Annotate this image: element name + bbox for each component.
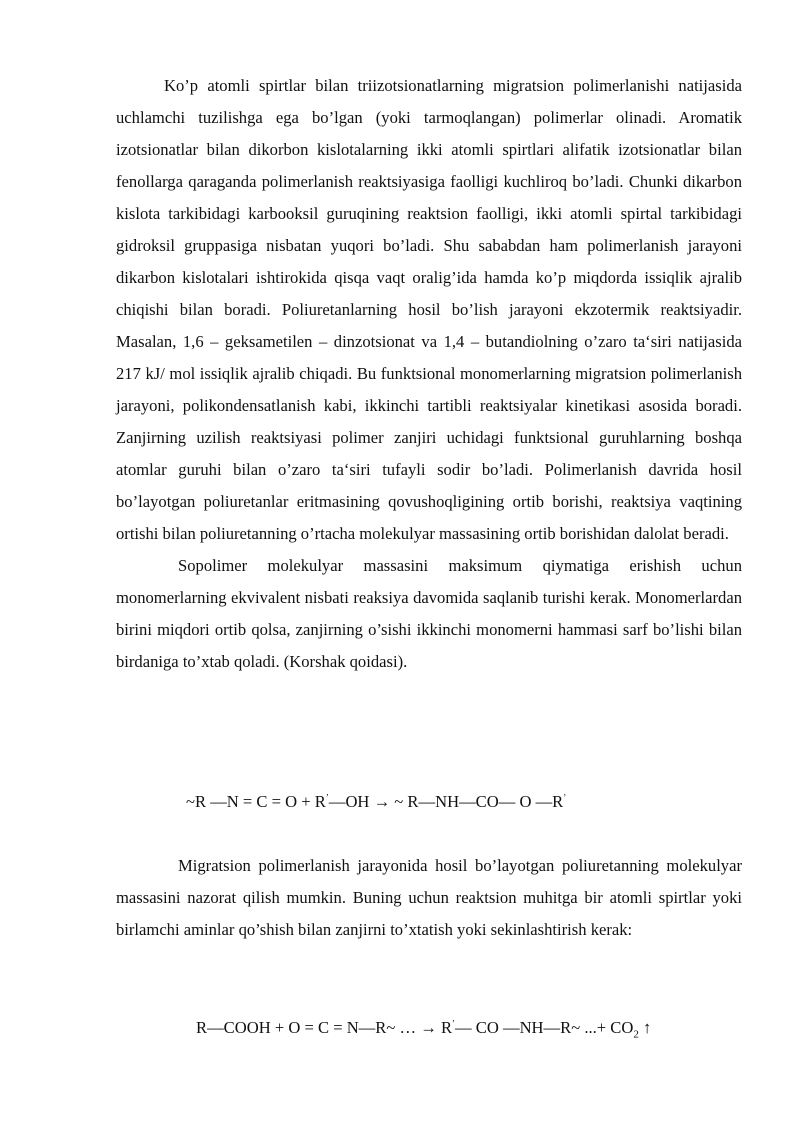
document-page [116,70,742,678]
formula-1-prime-2: ’ [563,792,567,803]
formula-1-prime-1: ’ [325,792,329,803]
formula-2-part-3: ↑ [638,1018,652,1037]
paragraph-1: Ko’p atomli spirtlar bilan triizotsionatlarning migratsion polimerlanishi natijasida uchlamchi tuzilishga ega bo’lgan (yoki tarmoqlangan) polimerlar olinadi. Aromatik izotsionatlar bilan dikorbon kislotalarning ikki atomli spirtlari alifatik izotsionatlar bilan fenollarga qaraganda polimerlanish reaktsiyasiga faolligi kuchliroq bo’ladi. Chunki dikarbon kislota tarkibidagi karbooksil guruqining reaktsion faolligi, ikki atomli spirtal tarkibidagi gidroksil gruppasiga nisbatan yuqori bo’ladi. Shu sababdan ham polimerlanish jarayoni dikarbon kislotalari ishtirokida qisqa vaqt oralig’ida hamda ko’p miqdorda issiqlik ajralib chiqishi bilan boradi. Poliuretanlarning hosil bo’lish jarayoni ekzotermik reaktsiyadir. Masalan, 1,6 – geksametilen – dinzotsionat va 1,4 – butandiolning o’zaro ta‘siri natijasida 217 kJ/ mol issiqlik ajralib chiqadi. Bu funktsional monomerlarning migratsion polimerlanish jarayoni, polikondensatlanish kabi, ikkinchi tartibli reaktsiyalar kinetikasi asosida boradi. Zanjirning uzilish reaktsiyasi polimer zanjiri uchidagi funktsional guruhlarning boshqa atomlar guruhi bilan o’zaro ta‘siri tufayli sodir bo’ladi. Polimerlanish davrida hosil bo’layotgan poliuretanlar eritmasining qovushoqligining ortib borishi, reaktsiya vaqtining ortishi bilan poliuretanning o’rtacha molekulyar massasining ortib borishidan dalolat beradi. [116,76,742,543]
formula-2-subscript: 2 [633,1028,639,1041]
formula-2-part-2: — CO —NH—R~ ...+ CO [455,1018,634,1037]
formula-1-part-1: ~R —N = C = O + R [186,792,326,811]
reaction-formula-2 [196,1016,651,1040]
paragraph-3: Migratsion polimerlanish jarayonida hosil bo’layotgan poliuretanning molekulyar massasini nazorat qilish mumkin. Buning uchun reaktsion muhitga bir atomli spirtlar yoki birlamchi aminlar qo’shish bilan zanjirni to’xtatish yoki sekinlashtirish kerak: [116,856,742,939]
formula-2-prime: ’ [452,1018,456,1029]
paragraph-2: Sopolimer molekulyar massasini maksimum qiymatiga erishish uchun monomerlarning ekvivalent nisbati reaksiya davomida saqlanib turishi kerak. Monomerlardan birini miqdori ortib qolsa, zanjirning o’sishi ikkinchi monomerni hammasi sarf bo’lishi bilan birdaniga to’xtab qoladi. (Korshak qoidasi). [116,556,742,671]
formula-1-part-2: —OH → ~ R—NH—CO— O —R [328,792,564,811]
reaction-formula-1 [186,790,566,814]
formula-2-part-1: R—COOH + O = C = N—R~ … → R [196,1018,453,1037]
